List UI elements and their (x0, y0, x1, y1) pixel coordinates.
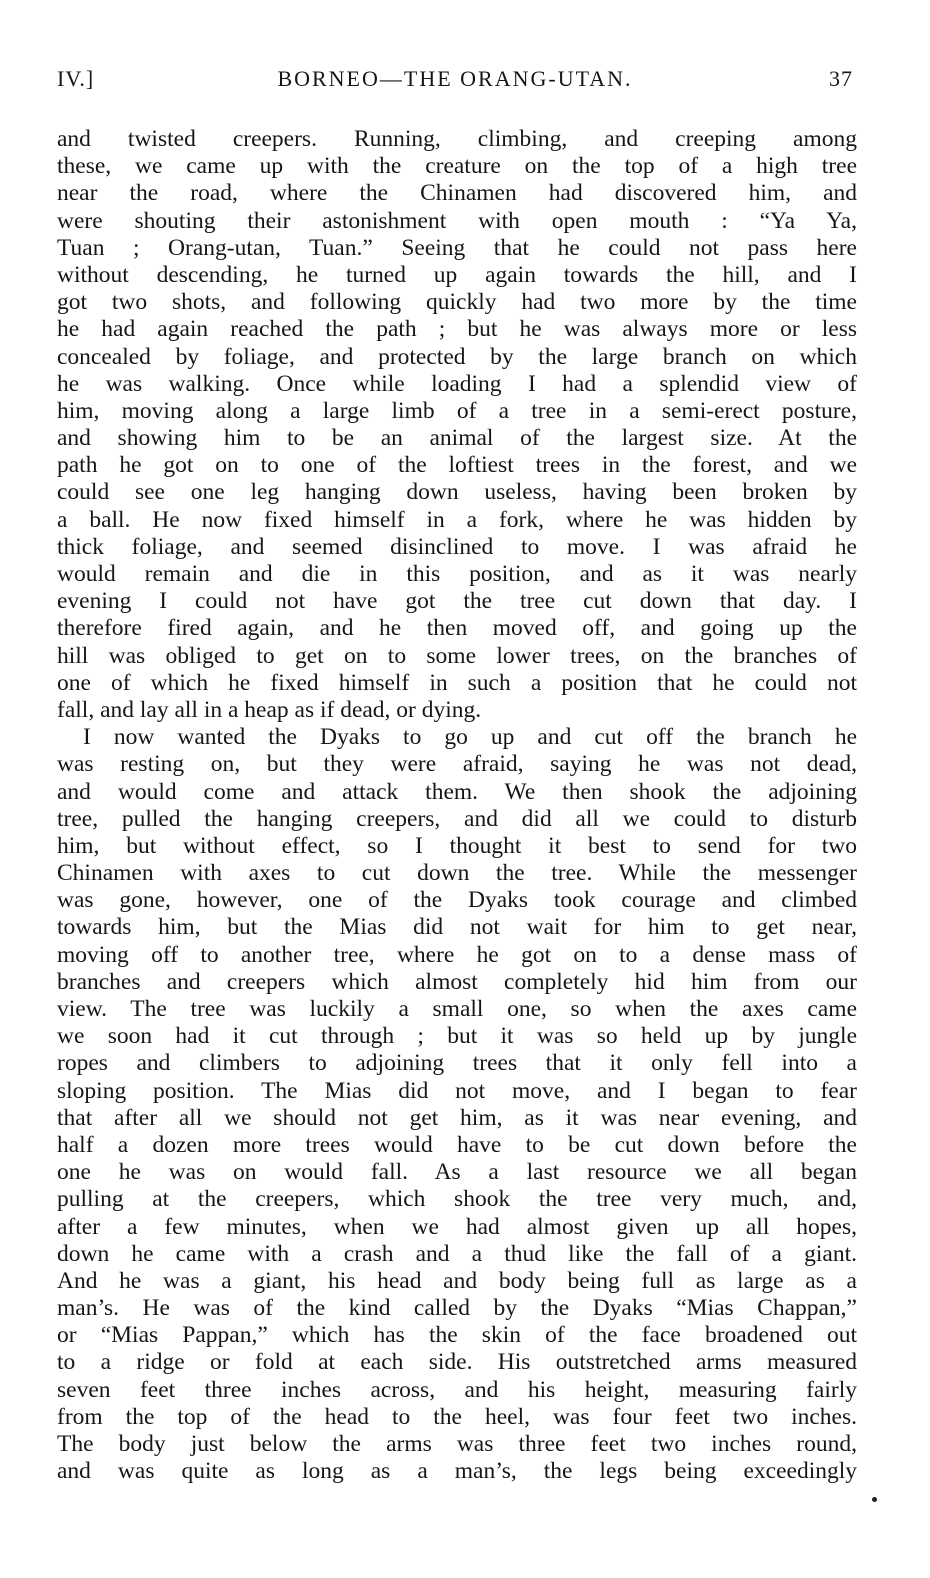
text-line: and was quite as long as a man’s, the legs being exceedingly (57, 1458, 857, 1485)
text-line: Tuan ; Orang-utan, Tuan.” Seeing that he could not pass here (57, 234, 857, 261)
ink-speck (872, 1497, 877, 1502)
text-line: one he was on would fall. As a last resource we all began (57, 1159, 857, 1186)
text-line: half a dozen more trees would have to be cut down before the (57, 1131, 857, 1158)
text-line: I now wanted the Dyaks to go up and cut off the branch he (83, 724, 857, 751)
text-line: could see one leg hanging down useless, having been broken by (57, 479, 857, 506)
text-line: was resting on, but they were afraid, saying he was not dead, (57, 751, 857, 778)
text-line: therefore fired again, and he then moved off, and going up the (57, 615, 857, 642)
chapter-number: IV.] (57, 66, 95, 91)
page-number: 37 (829, 66, 853, 91)
text-line: that after all we should not get him, as it was near evening, and (57, 1104, 857, 1131)
text-line: path he got on to one of the loftiest trees in the forest, and we (57, 452, 857, 479)
text-line: branches and creepers which almost completely hid him from our (57, 968, 857, 995)
text-line: and showing him to be an animal of the largest size. At the (57, 425, 857, 452)
text-line: thick foliage, and seemed disinclined to move. I was afraid he (57, 533, 857, 560)
text-line: we soon had it cut through ; but it was so held up by jungle (57, 1023, 857, 1050)
text-line: got two shots, and following quickly had two more by the time (57, 289, 857, 316)
text-line: near the road, where the Chinamen had discovered him, and (57, 180, 857, 207)
text-line: him, moving along a large limb of a tree in a semi-erect posture, (57, 397, 857, 424)
text-line: was gone, however, one of the Dyaks took courage and climbed (57, 887, 857, 914)
text-line: without descending, he turned up again towards the hill, and I (57, 261, 857, 288)
text-line: seven feet three inches across, and his height, measuring fairly (57, 1376, 857, 1403)
text-line: him, but without effect, so I thought it best to send for two (57, 832, 857, 859)
text-line: and twisted creepers. Running, climbing, and creeping among (57, 126, 857, 152)
text-line: would remain and die in this position, and as it was nearly (57, 561, 857, 587)
text-line: after a few minutes, when we had almost given up all hopes, (57, 1213, 857, 1240)
text-line: one of which he fixed himself in such a position that he could not (57, 669, 857, 696)
text-line: down he came with a crash and a thud like the fall of a giant. (57, 1240, 857, 1267)
text-line: and would come and attack them. We then shook the adjoining (57, 778, 857, 805)
text-line: hill was obliged to get on to some lower trees, on the branches of (57, 642, 857, 669)
text-line: man’s. He was of the kind called by the Dyaks “Mias Chappan,” (57, 1295, 857, 1322)
text-line: moving off to another tree, where he got on to a dense mass of (57, 941, 857, 968)
text-line: concealed by foliage, and protected by the large branch on which (57, 343, 857, 370)
text-line: towards him, but the Mias did not wait for him to get near, (57, 914, 857, 941)
text-line: to a ridge or fold at each side. His outstretched arms measured (57, 1349, 857, 1376)
text-line: fall, and lay all in a heap as if dead, or dying. (57, 696, 482, 723)
text-line: Chinamen with axes to cut down the tree. While the messenger (57, 860, 857, 887)
text-line: he was walking. Once while loading I had a splendid view of (57, 370, 857, 397)
text-line: evening I could not have got the tree cut down that day. I (57, 588, 857, 615)
text-line: tree, pulled the hanging creepers, and did all we could to disturb (57, 805, 857, 832)
text-line: or “Mias Pappan,” which has the skin of the face broadened out (57, 1322, 857, 1349)
running-head (57, 66, 853, 100)
text-line: from the top of the head to the heel, was four feet two inches. (57, 1403, 857, 1430)
text-line: sloping position. The Mias did not move, and I began to fear (57, 1077, 857, 1104)
text-line: pulling at the creepers, which shook the tree very much, and, (57, 1186, 857, 1213)
running-title: BORNEO—THE ORANG-UTAN. (277, 66, 633, 91)
body-text (57, 126, 857, 1485)
text-line: a ball. He now fixed himself in a fork, where he was hidden by (57, 506, 857, 533)
text-line: view. The tree was luckily a small one, so when the axes came (57, 996, 857, 1022)
text-line: were shouting their astonishment with open mouth : “Ya Ya, (57, 207, 857, 234)
text-line: And he was a giant, his head and body being full as large as a (57, 1267, 857, 1294)
text-line: he had again reached the path ; but he was always more or less (57, 316, 857, 343)
text-line: these, we came up with the creature on the top of a high tree (57, 153, 857, 180)
text-line: ropes and climbers to adjoining trees that it only fell into a (57, 1050, 857, 1077)
text-line: The body just below the arms was three feet two inches round, (57, 1431, 857, 1457)
